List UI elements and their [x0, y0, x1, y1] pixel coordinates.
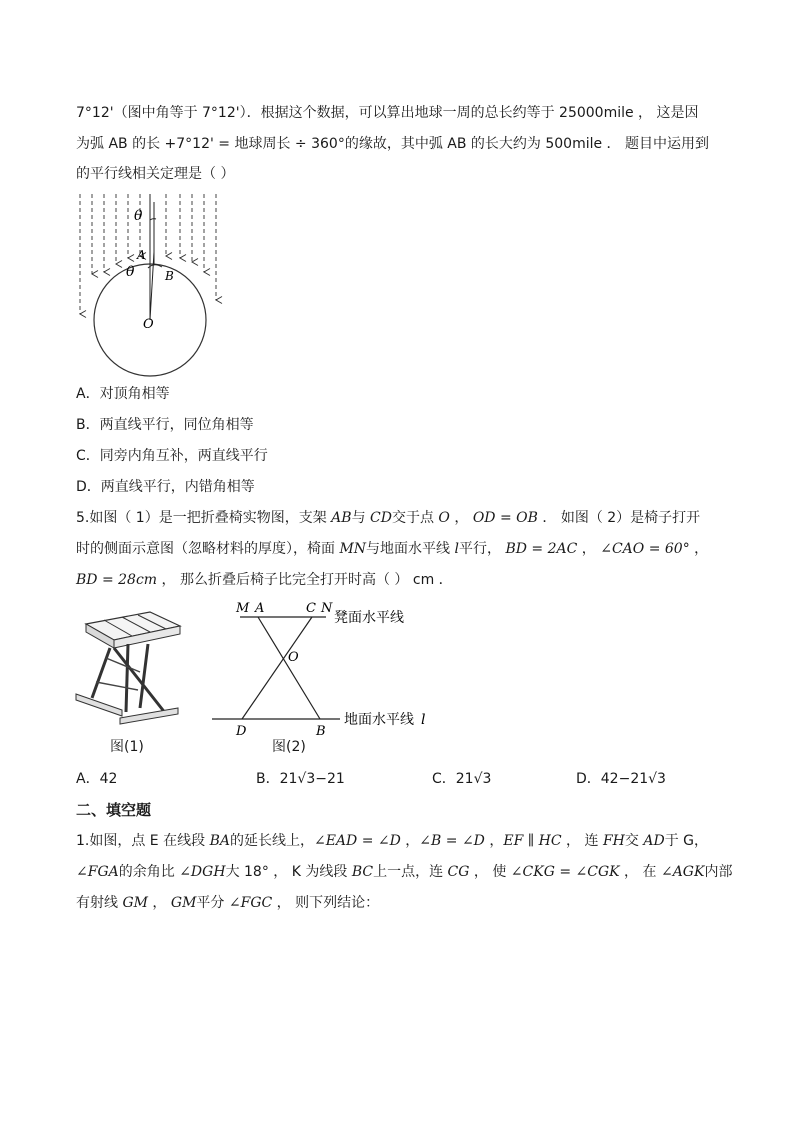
q1-line-3: 有射线 GM ， GM平分 ∠FGC ， 则下列结论：	[76, 895, 380, 911]
point-b-label: B	[165, 269, 174, 283]
center-o-label: O	[143, 317, 154, 332]
q1-line-1: 1.如图，点 E 在线段 BA的延长线上，∠EAD = ∠D ，∠B = ∠D ，EF ∥ HC ， 连 FH交 AD于 G，	[76, 833, 708, 849]
label-d: D	[236, 724, 247, 739]
label-b: B	[316, 724, 326, 739]
folding-chair-photo	[70, 604, 185, 730]
ground-line-l: l	[421, 712, 426, 728]
leg-ab	[258, 617, 320, 719]
theta-label-mid: θ	[126, 264, 135, 280]
label-o: O	[288, 650, 299, 665]
q1-line-2: ∠FGA的余角比 ∠DGH大 18° ， K 为线段 BC上一点，连 CG ， 使 ∠CKG = ∠CGK ， 在 ∠AGK内部	[76, 864, 733, 880]
section-heading: 二、填空题	[76, 801, 152, 819]
label-a: A	[255, 601, 265, 616]
paragraph-line-3: 的平行线相关定理是（ ）	[76, 166, 235, 182]
q4-option-a[interactable]: A．对顶角相等	[76, 386, 170, 402]
chair-schematic-figure	[210, 598, 450, 738]
q5-option-c[interactable]: C．21√3	[432, 771, 492, 787]
q5-option-b[interactable]: B．21√3−21	[256, 771, 345, 787]
figure-2-caption: 图(2)	[272, 739, 306, 755]
theta-label-top: θ	[134, 208, 143, 224]
q5-line-3: BD = 28cm ， 那么折叠后椅子比完全打开时高（ ） cm ．	[76, 572, 453, 588]
radius-lines	[150, 194, 154, 320]
angle-arc-top	[150, 219, 156, 220]
point-a-label: A	[137, 248, 146, 262]
q4-option-c[interactable]: C．同旁内角互补，两直线平行	[76, 448, 268, 464]
q5-line-2: 时的侧面示意图（忽略材料的厚度），椅面 MN与地面水平线 l平行， BD = 2AC ， ∠CAO = 60° ，	[76, 541, 709, 557]
seat-line-label: 凳面水平线	[334, 610, 404, 626]
earth-sunrays-figure	[70, 192, 230, 382]
label-m: M	[236, 601, 250, 616]
paragraph-line-1: 7°12'（图中角等于 7°12'）．根据这个数据，可以算出地球一周的总长约等于 25000mile ， 这是因	[76, 105, 699, 121]
q5-option-d[interactable]: D．42−21√3	[576, 771, 666, 787]
label-c: C	[306, 601, 316, 616]
q5-line-1: 5.如图（ 1）是一把折叠椅实物图，支架 AB与 CD交于点 O ， OD = OB ． 如图（ 2）是椅子打开	[76, 510, 701, 526]
figure-1-caption: 图(1)	[110, 739, 144, 755]
q4-option-b[interactable]: B．两直线平行，同位角相等	[76, 417, 254, 433]
q4-option-d[interactable]: D．两直线平行，内错角相等	[76, 479, 255, 495]
label-n: N	[321, 601, 333, 616]
paragraph-line-2: 为弧 AB 的长 +7°12' = 地球周长 ÷ 360°的缘故，其中弧 AB 的长大约为 500mile ． 题目中运用到	[76, 136, 709, 152]
leg-cd	[242, 617, 312, 719]
q5-option-a[interactable]: A．42	[76, 771, 118, 787]
sun-rays	[80, 194, 216, 314]
ground-line-label: 地面水平线	[344, 712, 414, 728]
